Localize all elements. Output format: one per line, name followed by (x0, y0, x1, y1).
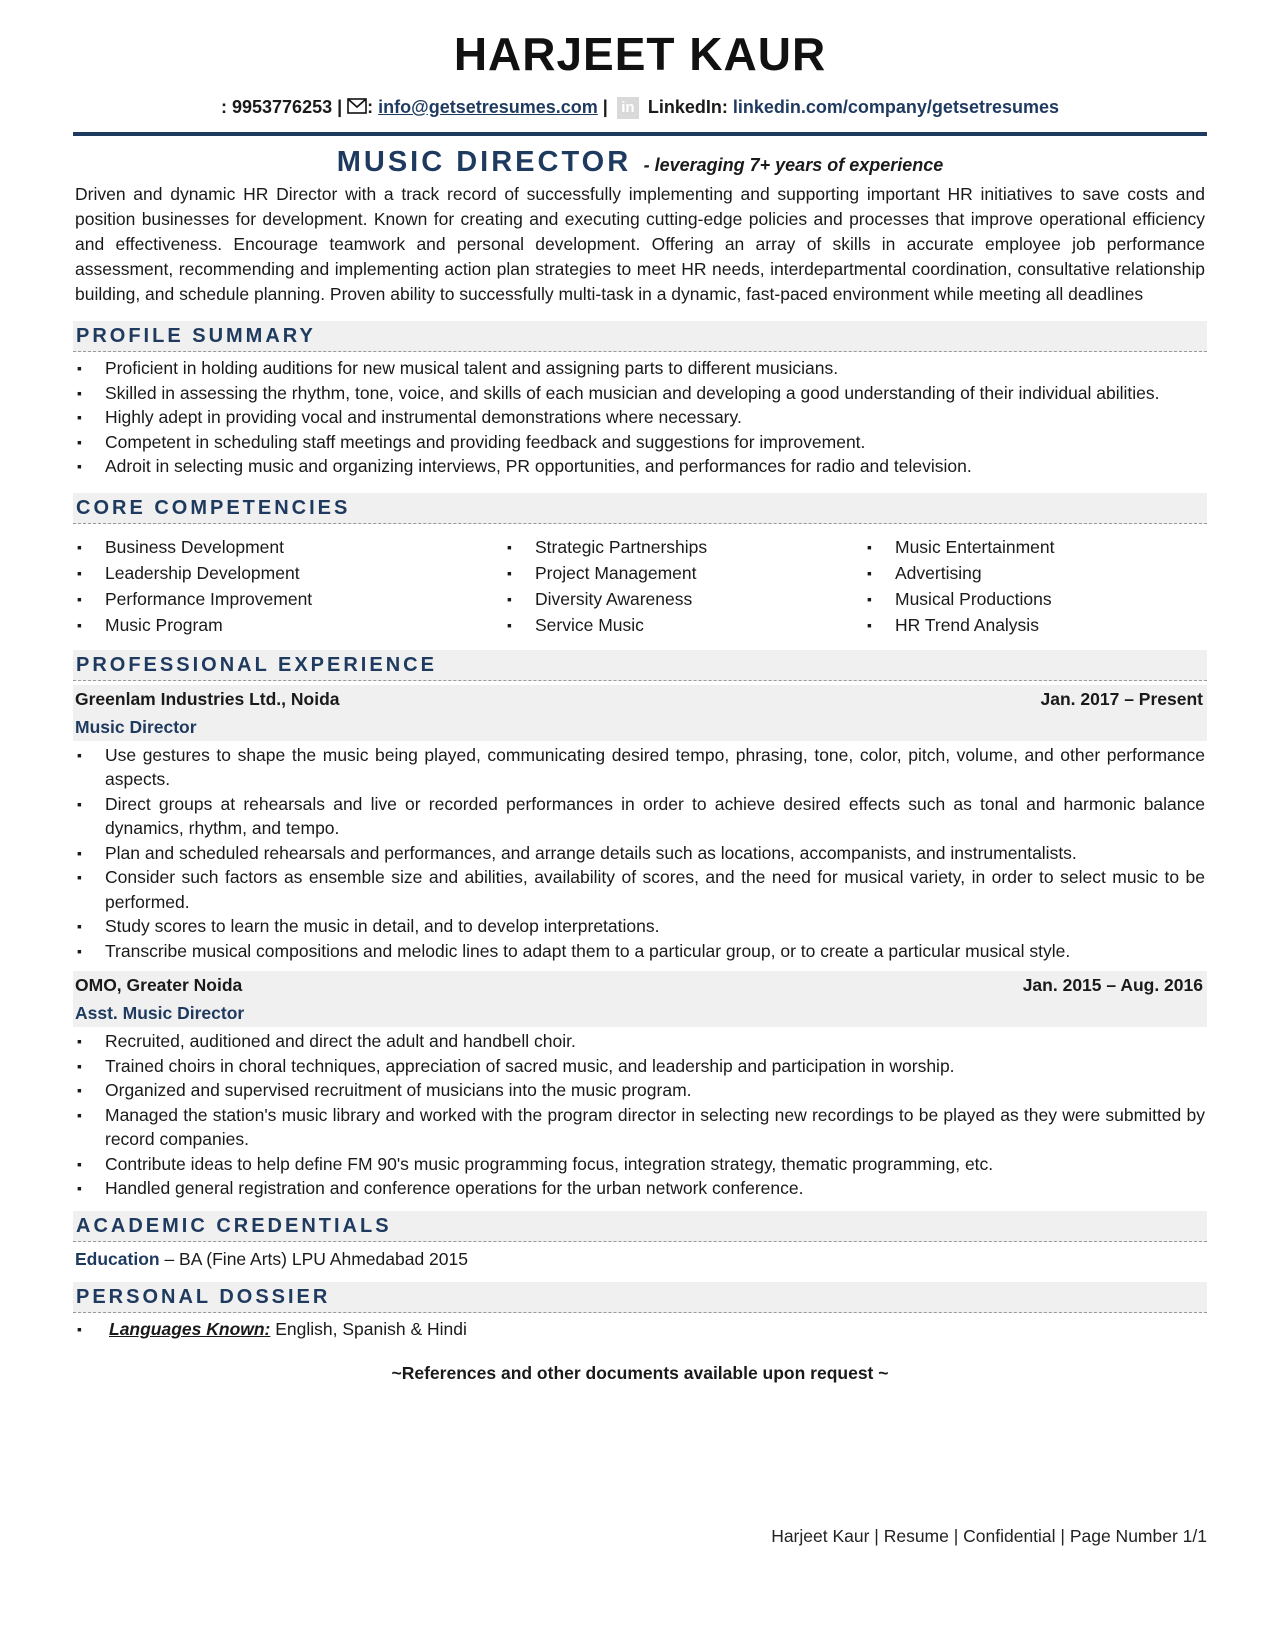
linkedin-link[interactable]: linkedin.com/company/getsetresumes (732, 97, 1059, 117)
job-company: OMO, Greater Noida (75, 975, 243, 995)
job-company: Greenlam Industries Ltd., Noida (75, 688, 340, 709)
competency-item: ▪ Business Development (73, 534, 503, 560)
job-header (73, 971, 1207, 1027)
job-bullet: ▪ Transcribe musical compositions and melodic lines to adapt them to a particular group, or to create a particular musical style. (73, 939, 1205, 964)
competency-item: ▪ Music Program (73, 612, 503, 638)
separator: | (602, 97, 608, 117)
section-heading-competencies: CORE COMPETENCIES (73, 493, 1207, 524)
section-heading-academic: ACADEMIC CREDENTIALS (73, 1211, 1207, 1242)
competency-item: ▪ Service Music (503, 612, 863, 638)
competency-item: ▪ Advertising (863, 560, 1207, 586)
education-line (73, 1246, 1207, 1272)
candidate-name: HARJEET KAUR (453, 28, 827, 80)
job-title-tagline: - leveraging 7+ years of experience (643, 155, 944, 175)
languages-item (73, 1317, 1205, 1342)
job-title-row (73, 142, 1207, 182)
email-link[interactable]: info@getsetresumes.com (378, 97, 598, 117)
linkedin-icon: in (617, 97, 639, 119)
resume-page (73, 0, 1207, 1384)
job-bullet: ▪ Managed the station's music library and worked with the program director in selecting new recordings to be played as they were submitted by record companies. (73, 1103, 1205, 1152)
jobs-list (73, 685, 1207, 1201)
profile-item: ▪ Competent in scheduling staff meetings and providing feedback and suggestions for improvement. (73, 430, 1205, 455)
competency-item: ▪ Strategic Partnerships (503, 534, 863, 560)
competency-item: ▪ Project Management (503, 560, 863, 586)
competency-item: ▪ Musical Productions (863, 586, 1207, 612)
job-role: Asst. Music Director (75, 1003, 245, 1023)
job-bullet: ▪ Consider such factors as ensemble size and abilities, availability of scores, and the need for musical variety, in order to select music to be performed. (73, 865, 1205, 914)
job-bullets (73, 743, 1207, 964)
competency-item: ▪ HR Trend Analysis (863, 612, 1207, 638)
envelope-icon (347, 95, 367, 121)
competency-item: ▪ Diversity Awareness (503, 586, 863, 612)
header-rule (73, 132, 1207, 136)
job-bullet: ▪ Direct groups at rehearsals and live or recorded performances in order to achieve desired effects such as tonal and harmonic balance dynamics, rhythm, and tempo. (73, 792, 1205, 841)
references-note: ~References and other documents available upon request ~ (391, 1363, 889, 1383)
competency-grid (73, 534, 1207, 638)
profile-item: ▪ Highly adept in providing vocal and instrumental demonstrations where necessary. (73, 405, 1205, 430)
job-role: Music Director (75, 716, 197, 737)
job-bullet: ▪ Handled general registration and conference operations for the urban network conference. (73, 1176, 1205, 1201)
phone-text: : 9953776253 | (221, 97, 343, 117)
job-bullets (73, 1029, 1207, 1201)
personal-list (73, 1317, 1207, 1342)
education-label: Education (75, 1248, 160, 1269)
job-bullet: ▪ Recruited, auditioned and direct the adult and handbell choir. (73, 1029, 1205, 1054)
page-footer: Harjeet Kaur | Resume | Confidential | Page Number 1/1 (771, 1526, 1207, 1546)
section-heading-experience: PROFESSIONAL EXPERIENCE (73, 650, 1207, 681)
section-heading-personal: PERSONAL DOSSIER (73, 1282, 1207, 1313)
job-company-line (75, 685, 1203, 713)
competency-item: ▪ Leadership Development (73, 560, 503, 586)
job-bullet: ▪ Study scores to learn the music in detail, and to develop interpretations. (73, 914, 1205, 939)
job-title: MUSIC DIRECTOR (336, 146, 632, 178)
job-bullet: ▪ Use gestures to shape the music being played, communicating desired tempo, phrasing, tone, color, pitch, volume, and other performance aspects. (73, 743, 1205, 792)
job-dates: Jan. 2015 – Aug. 2016 (1022, 975, 1203, 995)
job-company-line (75, 971, 1203, 999)
languages-value: English, Spanish & Hindi (270, 1318, 467, 1339)
job-bullet: ▪ Organized and supervised recruitment of musicians into the music program. (73, 1078, 1205, 1103)
profile-item: ▪ Proficient in holding auditions for new musical talent and assigning parts to different musicians. (73, 356, 1205, 381)
job-bullet: ▪ Contribute ideas to help define FM 90's music programming focus, integration strategy, thematic programming, etc. (73, 1152, 1205, 1177)
summary-paragraph: Driven and dynamic HR Director with a track record of successfully implementing and supporting important HR initiatives to save costs and position businesses for development. Known for creating and executing cutting-edge policies and processes that improve operational efficiency and effectiveness. Encourage teamwork and personal development. Offering an array of skills in accurate employee job performance assessment, recommending and implementing action plan strategies to meet HR needs, interdepartmental coordination, consultative relationship building, and schedule planning. Proven ability to successfully multi-task in a dynamic, fast-paced environment while meeting all deadlines (75, 184, 1205, 304)
section-heading-profile: PROFILE SUMMARY (73, 321, 1207, 352)
contact-line: : 9953776253 | : info@getsetresumes.com | in LinkedIn: linkedin.com/company/getsetresumes (73, 94, 1207, 120)
job-dates: Jan. 2017 – Present (1040, 688, 1203, 709)
job-header (73, 685, 1207, 741)
profile-list (73, 356, 1207, 479)
competency-item: ▪ Performance Improvement (73, 586, 503, 612)
profile-item: ▪ Skilled in assessing the rhythm, tone, voice, and skills of each musician and developing a good understanding of their individual abilities. (73, 381, 1205, 406)
job-bullet: ▪ Plan and scheduled rehearsals and performances, and arrange details such as locations, accompanists, and instrumentalists. (73, 841, 1205, 866)
job-bullet: ▪ Trained choirs in choral techniques, appreciation of sacred music, and leadership and participation in worship. (73, 1054, 1205, 1079)
education-value: – BA (Fine Arts) LPU Ahmedabad 2015 (159, 1248, 468, 1269)
linkedin-label: LinkedIn: (647, 97, 728, 117)
competency-item: ▪ Music Entertainment (863, 534, 1207, 560)
profile-item: ▪ Adroit in selecting music and organizing interviews, PR opportunities, and performances for radio and television. (73, 454, 1205, 479)
languages-label: Languages Known: (109, 1318, 271, 1339)
